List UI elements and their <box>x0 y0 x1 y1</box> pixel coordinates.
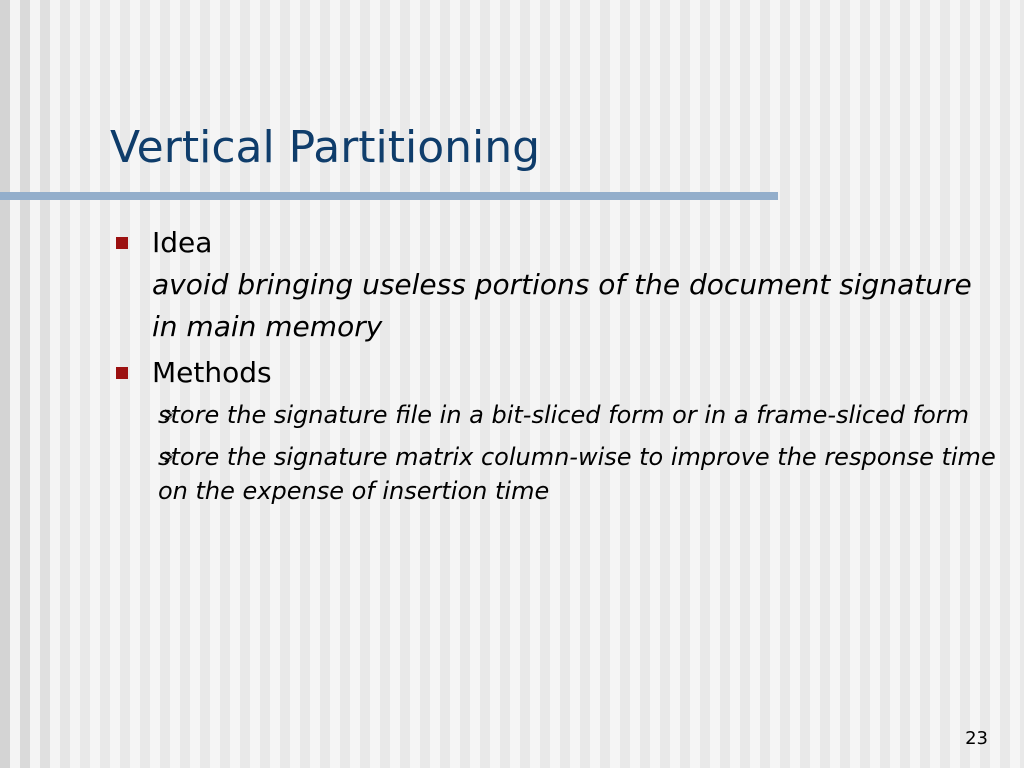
sub-bullet-text: store the signature matrix column-wise to improve the response time on the expense of insertion time <box>158 443 996 505</box>
title-divider <box>0 192 778 200</box>
bullet-label: Idea <box>152 226 213 259</box>
bullet-methods <box>112 352 1002 394</box>
slide-content <box>112 222 1002 516</box>
bullet-label: Methods <box>152 356 272 389</box>
bullet-idea <box>112 222 1002 348</box>
page-number: 23 <box>965 728 988 749</box>
bullet-detail: avoid bringing useless portions of the document signature in main memory <box>152 268 972 343</box>
square-bullet-icon <box>116 237 128 249</box>
slide-title: Vertical Partitioning <box>110 122 541 173</box>
arrow-bullet-icon <box>162 451 176 463</box>
square-bullet-icon <box>116 367 128 379</box>
sub-bullet-item <box>112 440 1002 508</box>
methods-sublist <box>112 398 1002 508</box>
arrow-bullet-icon <box>162 409 176 421</box>
sub-bullet-item <box>112 398 1002 432</box>
sub-bullet-text: store the signature file in a bit-sliced form or in a frame-sliced form <box>158 401 970 429</box>
